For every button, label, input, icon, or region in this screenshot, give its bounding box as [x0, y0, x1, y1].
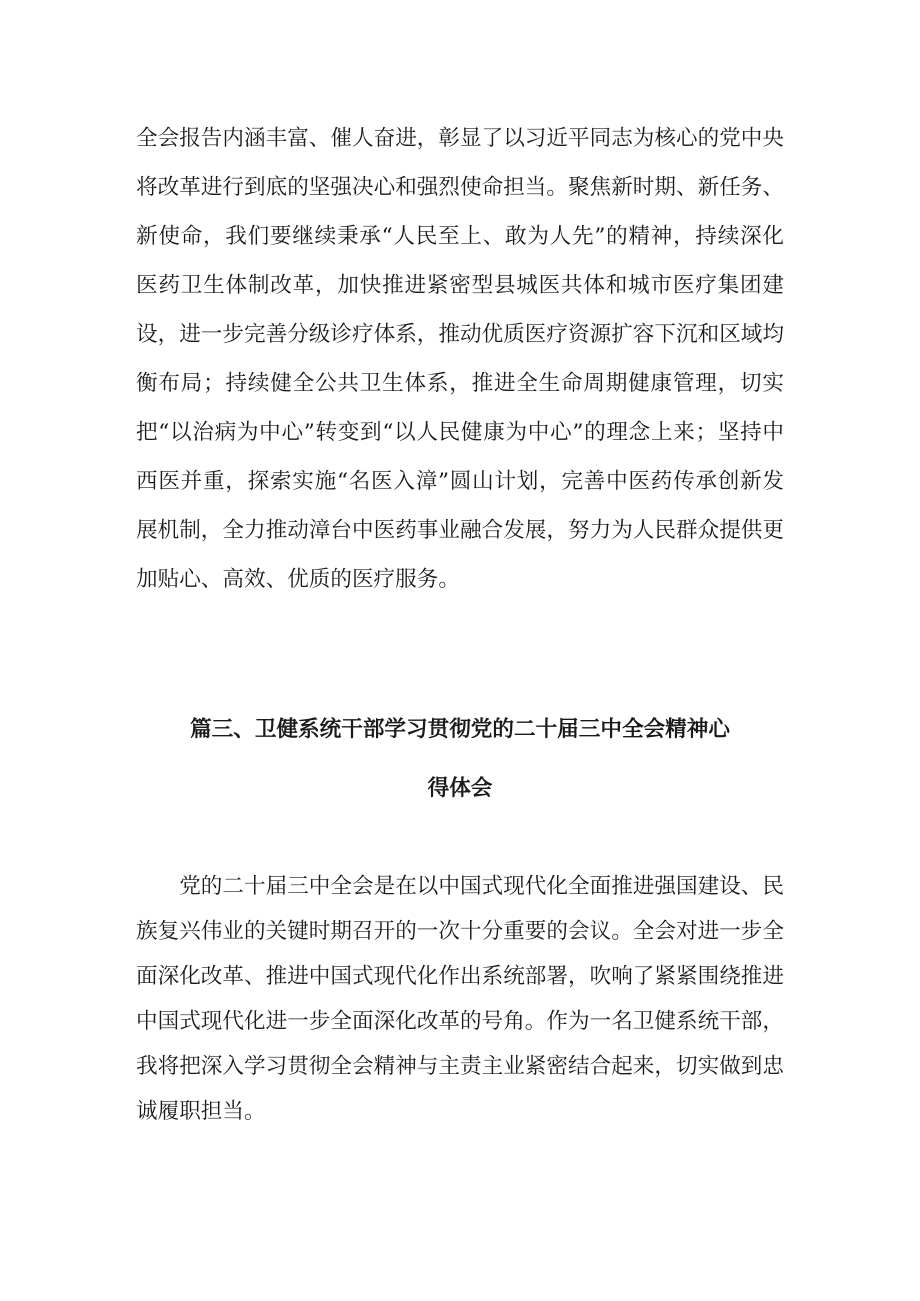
section-heading	[136, 700, 784, 818]
body-paragraph-2: 党的二十届三中全会是在以中国式现代化全面推进强国建设、民族复兴伟业的关键时期召开的一次十分重要的会议。全会对进一步全面深化改革、推进中国式现代化作出系统部署，吹响了紧紧围绕推进中国式现代化进一步全面深化改革的号角。作为一名卫健系统干部，我将把深入学习贯彻全会精神与主责主业紧密结合起来，切实做到忠诚履职担当。	[136, 874, 784, 1124]
section-heading-line-1: 篇三、卫健系统干部学习贯彻党的二十届三中全会精神心	[190, 717, 730, 742]
section-heading-line-2: 得体会	[427, 776, 493, 801]
body-paragraph-1: 全会报告内涵丰富、催人奋进，彰显了以习近平同志为核心的党中央将改革进行到底的坚强决心和强烈使命担当。聚焦新时期、新任务、新使命，我们要继续秉承“人民至上、敢为人先”的精神，持续深化医药卫生体制改革，加快推进紧密型县城医共体和城市医疗集团建设，进一步完善分级诊疗体系，推动优质医疗资源扩容下沉和区域均衡布局；持续健全公共卫生体系，推进全生命周期健康管理，切实把“以治病为中心”转变到“以人民健康为中心”的理念上来；坚持中西医并重，探索实施“名医入漳”圆山计划，完善中医药传承创新发展机制，全力推动漳台中医药事业融合发展，努力为人民群众提供更加贴心、高效、优质的医疗服务。	[136, 126, 784, 592]
